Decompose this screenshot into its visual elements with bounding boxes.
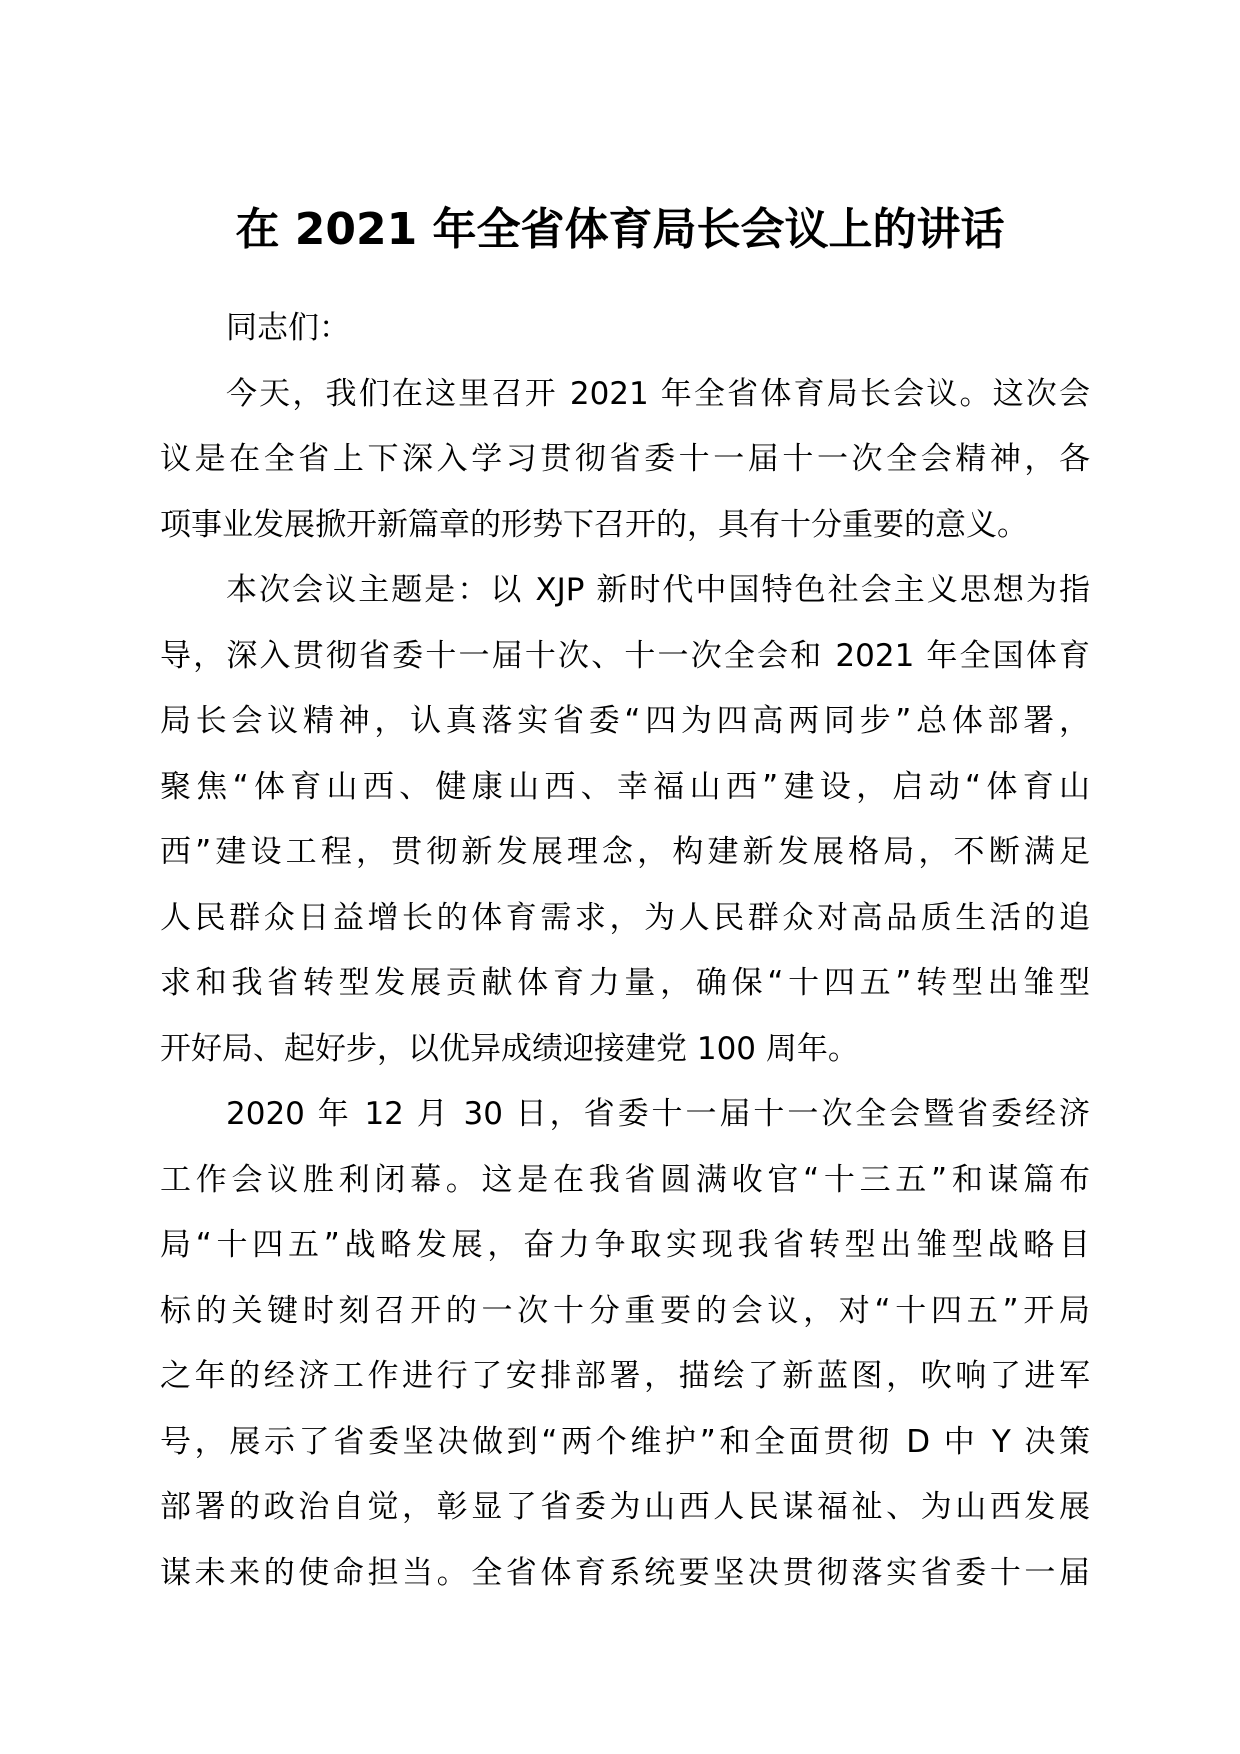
document-title: 在 2021 年全省体育局长会议上的讲话 — [235, 204, 1005, 255]
text-line: 求和我省转型发展贡献体育力量，确保“十四五”转型出雏型 — [160, 965, 1090, 1001]
text-line: 同志们： — [226, 310, 350, 346]
text-line: 人民群众日益增长的体育需求，为人民群众对高品质生活的追 — [160, 899, 1090, 936]
text-line: 局长会议精神，认真落实省委“四为四高两同步”总体部署， — [160, 703, 1090, 739]
text-line: 聚焦“体育山西、健康山西、幸福山西”建设，启动“体育山 — [160, 768, 1090, 805]
text-line: 局“十四五”战略发展，奋力争取实现我省转型出雏型战略目 — [160, 1227, 1090, 1263]
text-line: 标的关键时刻召开的一次十分重要的会议，对“十四五”开局 — [160, 1292, 1090, 1329]
text-line: 号，展示了省委坚决做到“两个维护”和全面贯彻 D 中 Y 决策 — [160, 1423, 1090, 1460]
text-line: 本次会议主题是：以 XJP 新时代中国特色社会主义思想为指 — [226, 572, 1090, 608]
text-line: 今天，我们在这里召开 2021 年全省体育局长会议。这次会 — [226, 375, 1090, 412]
text-line: 部署的政治自觉，彰显了省委为山西人民谋福祉、为山西发展 — [160, 1489, 1090, 1525]
text-line: 2020 年 12 月 30 日，省委十一届十一次全会暨省委经济 — [226, 1096, 1090, 1132]
text-line: 谋未来的使命担当。全省体育系统要坚决贯彻落实省委十一届 — [160, 1554, 1090, 1591]
text-line: 议是在全省上下深入学习贯彻省委十一届十一次全会精神，各 — [160, 441, 1090, 477]
text-line: 之年的经济工作进行了安排部署，描绘了新蓝图，吹响了进军 — [160, 1358, 1090, 1394]
document-body — [160, 296, 1090, 1606]
text-line: 项事业发展掀开新篇章的形势下召开的，具有十分重要的意义。 — [160, 506, 1028, 543]
text-line: 工作会议胜利闭幕。这是在我省圆满收官“十三五”和谋篇布 — [160, 1161, 1090, 1198]
text-line: 西”建设工程，贯彻新发展理念，构建新发展格局，不断满足 — [160, 834, 1090, 870]
text-line: 导，深入贯彻省委十一届十次、十一次全会和 2021 年全国体育 — [160, 637, 1090, 674]
text-line: 开好局、起好步，以优异成绩迎接建党 100 周年。 — [160, 1030, 859, 1067]
